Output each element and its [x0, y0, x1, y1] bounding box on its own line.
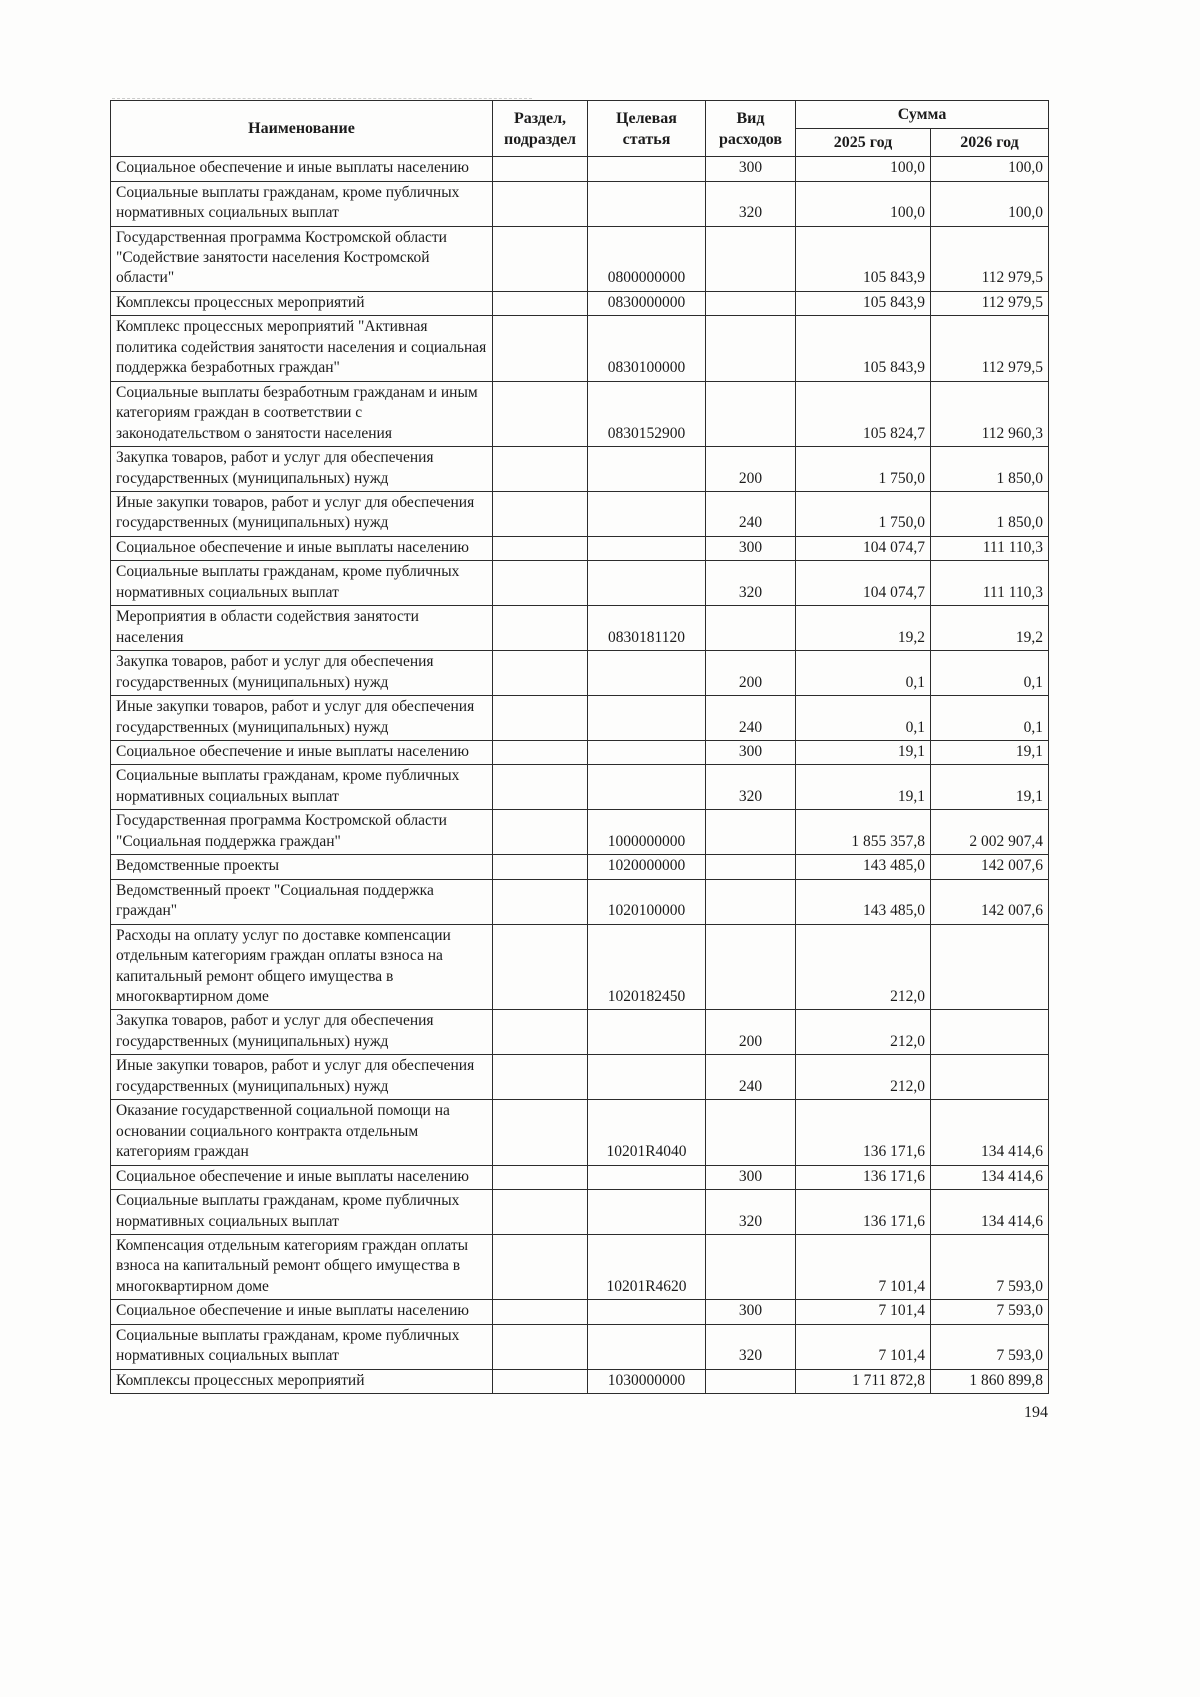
- cell-razdel: [493, 765, 588, 810]
- table-row: [111, 1369, 1049, 1393]
- cell-y2025: 1 750,0: [796, 447, 931, 492]
- cell-name: Иные закупки товаров, работ и услуг для обеспечения государственных (муниципальных) нужд: [111, 492, 493, 537]
- table-row: [111, 181, 1049, 226]
- table-row: [111, 447, 1049, 492]
- cell-razdel: [493, 181, 588, 226]
- table-row: [111, 1100, 1049, 1165]
- cell-razdel: [493, 1010, 588, 1055]
- cell-tselevaya: 0830152900: [588, 381, 706, 446]
- cell-y2026: 134 414,6: [931, 1190, 1049, 1235]
- cell-name: Расходы на оплату услуг по доставке компенсации отдельным категориям граждан оплаты взноса на капитальный ремонт общего имущества в многоквартирном доме: [111, 924, 493, 1010]
- cell-y2025: 7 101,4: [796, 1234, 931, 1299]
- cell-razdel: [493, 316, 588, 381]
- cell-vid: [706, 316, 796, 381]
- header-name: Наименование: [111, 101, 493, 157]
- table-row: [111, 651, 1049, 696]
- cell-y2026: 100,0: [931, 181, 1049, 226]
- cell-y2025: 104 074,7: [796, 536, 931, 560]
- table-row: [111, 855, 1049, 879]
- cell-name: Оказание государственной социальной помощи на основании социального контракта отдельным категориям граждан: [111, 1100, 493, 1165]
- cell-y2026: 0,1: [931, 696, 1049, 741]
- cell-y2025: 212,0: [796, 1055, 931, 1100]
- cell-name: Социальное обеспечение и иные выплаты населению: [111, 1300, 493, 1324]
- cell-name: Социальные выплаты гражданам, кроме публичных нормативных социальных выплат: [111, 561, 493, 606]
- cell-tselevaya: 1030000000: [588, 1369, 706, 1393]
- table-row: [111, 606, 1049, 651]
- cell-razdel: [493, 924, 588, 1010]
- cell-name: Социальные выплаты гражданам, кроме публичных нормативных социальных выплат: [111, 765, 493, 810]
- cell-tselevaya: [588, 492, 706, 537]
- cell-razdel: [493, 651, 588, 696]
- cell-y2025: 19,1: [796, 741, 931, 765]
- table-row: [111, 226, 1049, 291]
- cell-vid: [706, 1100, 796, 1165]
- cell-name: Комплексы процессных мероприятий: [111, 291, 493, 315]
- cell-tselevaya: [588, 447, 706, 492]
- cell-tselevaya: [588, 765, 706, 810]
- cell-name: Закупка товаров, работ и услуг для обеспечения государственных (муниципальных) нужд: [111, 447, 493, 492]
- cell-vid: 320: [706, 181, 796, 226]
- cell-y2025: 212,0: [796, 924, 931, 1010]
- header-tselevaya-statya: Целевая статья: [588, 101, 706, 157]
- cell-name: Комплекс процессных мероприятий "Активная политика содействия занятости населения и социальная поддержка безработных граждан": [111, 316, 493, 381]
- cell-y2026: 7 593,0: [931, 1300, 1049, 1324]
- cell-y2025: 1 750,0: [796, 492, 931, 537]
- cell-y2025: 7 101,4: [796, 1300, 931, 1324]
- cell-y2025: 19,1: [796, 765, 931, 810]
- budget-table-body: [111, 157, 1049, 1394]
- cell-name: Ведомственные проекты: [111, 855, 493, 879]
- table-row: [111, 696, 1049, 741]
- cell-tselevaya: [588, 1190, 706, 1235]
- cell-vid: 320: [706, 1190, 796, 1235]
- table-row: [111, 765, 1049, 810]
- cell-vid: 200: [706, 1010, 796, 1055]
- cell-y2025: 105 843,9: [796, 226, 931, 291]
- cell-tselevaya: [588, 561, 706, 606]
- table-row: [111, 810, 1049, 855]
- cell-vid: 200: [706, 447, 796, 492]
- cell-y2025: 1 711 872,8: [796, 1369, 931, 1393]
- cell-name: Государственная программа Костромской области "Содействие занятости населения Костромской области": [111, 226, 493, 291]
- cell-tselevaya: 10201R4040: [588, 1100, 706, 1165]
- cell-razdel: [493, 1190, 588, 1235]
- cell-y2026: 19,2: [931, 606, 1049, 651]
- cell-y2026: 134 414,6: [931, 1100, 1049, 1165]
- cell-vid: 320: [706, 561, 796, 606]
- cell-vid: 300: [706, 1300, 796, 1324]
- cell-vid: 300: [706, 536, 796, 560]
- cell-tselevaya: [588, 1165, 706, 1189]
- cell-razdel: [493, 855, 588, 879]
- cell-y2026: 1 860 899,8: [931, 1369, 1049, 1393]
- cell-name: Социальное обеспечение и иные выплаты населению: [111, 157, 493, 181]
- cell-y2026: 111 110,3: [931, 561, 1049, 606]
- cell-y2025: 19,2: [796, 606, 931, 651]
- cell-tselevaya: 1000000000: [588, 810, 706, 855]
- table-row: [111, 1010, 1049, 1055]
- table-row: [111, 536, 1049, 560]
- cell-tselevaya: [588, 157, 706, 181]
- header-year-2025: 2025 год: [796, 129, 931, 157]
- cell-name: Компенсация отдельным категориям граждан оплаты взноса на капитальный ремонт общего имущества в многоквартирном доме: [111, 1234, 493, 1299]
- cell-y2025: 212,0: [796, 1010, 931, 1055]
- cell-vid: 300: [706, 741, 796, 765]
- header-vid-raskhodov: Вид расходов: [706, 101, 796, 157]
- table-row: [111, 1234, 1049, 1299]
- cell-y2026: 112 979,5: [931, 316, 1049, 381]
- cell-y2025: 143 485,0: [796, 855, 931, 879]
- cell-y2026: 112 960,3: [931, 381, 1049, 446]
- budget-table: [110, 100, 1049, 1394]
- cell-razdel: [493, 810, 588, 855]
- cell-y2026: 111 110,3: [931, 536, 1049, 560]
- cell-y2025: 105 824,7: [796, 381, 931, 446]
- table-row: [111, 492, 1049, 537]
- cell-name: Социальные выплаты безработным гражданам и иным категориям граждан в соответствии с законодательством о занятости населения: [111, 381, 493, 446]
- cell-razdel: [493, 492, 588, 537]
- scan-artifact-line: [112, 98, 532, 99]
- cell-name: Закупка товаров, работ и услуг для обеспечения государственных (муниципальных) нужд: [111, 1010, 493, 1055]
- cell-vid: [706, 810, 796, 855]
- cell-y2026: [931, 1010, 1049, 1055]
- cell-vid: [706, 924, 796, 1010]
- cell-tselevaya: 1020000000: [588, 855, 706, 879]
- cell-name: Социальное обеспечение и иные выплаты населению: [111, 741, 493, 765]
- budget-table-container: [110, 100, 1048, 1394]
- cell-tselevaya: 0830181120: [588, 606, 706, 651]
- cell-vid: 320: [706, 765, 796, 810]
- table-row: [111, 1324, 1049, 1369]
- cell-name: Социальные выплаты гражданам, кроме публичных нормативных социальных выплат: [111, 1190, 493, 1235]
- cell-tselevaya: [588, 1010, 706, 1055]
- cell-razdel: [493, 696, 588, 741]
- table-row: [111, 1055, 1049, 1100]
- cell-vid: [706, 226, 796, 291]
- cell-y2025: 143 485,0: [796, 879, 931, 924]
- cell-name: Закупка товаров, работ и услуг для обеспечения государственных (муниципальных) нужд: [111, 651, 493, 696]
- cell-y2026: 7 593,0: [931, 1234, 1049, 1299]
- cell-razdel: [493, 741, 588, 765]
- cell-tselevaya: 0800000000: [588, 226, 706, 291]
- cell-tselevaya: [588, 696, 706, 741]
- cell-razdel: [493, 1055, 588, 1100]
- cell-vid: 240: [706, 1055, 796, 1100]
- header-row-1: [111, 101, 1049, 129]
- cell-y2026: 2 002 907,4: [931, 810, 1049, 855]
- table-row: [111, 879, 1049, 924]
- table-row: [111, 157, 1049, 181]
- cell-tselevaya: 10201R4620: [588, 1234, 706, 1299]
- cell-razdel: [493, 1324, 588, 1369]
- cell-y2026: 142 007,6: [931, 855, 1049, 879]
- cell-razdel: [493, 1300, 588, 1324]
- cell-vid: [706, 1234, 796, 1299]
- table-row: [111, 741, 1049, 765]
- cell-tselevaya: [588, 741, 706, 765]
- cell-y2026: 142 007,6: [931, 879, 1049, 924]
- cell-y2026: 0,1: [931, 651, 1049, 696]
- cell-tselevaya: [588, 1324, 706, 1369]
- cell-vid: [706, 855, 796, 879]
- cell-tselevaya: [588, 1055, 706, 1100]
- cell-razdel: [493, 561, 588, 606]
- cell-y2025: 136 171,6: [796, 1165, 931, 1189]
- cell-razdel: [493, 1234, 588, 1299]
- cell-name: Мероприятия в области содействия занятости населения: [111, 606, 493, 651]
- cell-tselevaya: 1020100000: [588, 879, 706, 924]
- cell-name: Ведомственный проект "Социальная поддержка граждан": [111, 879, 493, 924]
- cell-tselevaya: 0830000000: [588, 291, 706, 315]
- cell-vid: 240: [706, 696, 796, 741]
- cell-vid: [706, 606, 796, 651]
- cell-razdel: [493, 879, 588, 924]
- cell-razdel: [493, 157, 588, 181]
- cell-vid: [706, 1369, 796, 1393]
- cell-tselevaya: 0830100000: [588, 316, 706, 381]
- cell-y2025: 100,0: [796, 157, 931, 181]
- cell-y2026: [931, 924, 1049, 1010]
- cell-y2026: 100,0: [931, 157, 1049, 181]
- header-year-2026: 2026 год: [931, 129, 1049, 157]
- cell-vid: [706, 879, 796, 924]
- cell-name: Социальное обеспечение и иные выплаты населению: [111, 536, 493, 560]
- cell-y2026: 134 414,6: [931, 1165, 1049, 1189]
- cell-name: Социальные выплаты гражданам, кроме публичных нормативных социальных выплат: [111, 1324, 493, 1369]
- cell-tselevaya: [588, 536, 706, 560]
- header-summa: Сумма: [796, 101, 1049, 129]
- cell-vid: 200: [706, 651, 796, 696]
- cell-vid: 300: [706, 1165, 796, 1189]
- cell-y2026: 112 979,5: [931, 226, 1049, 291]
- cell-name: Иные закупки товаров, работ и услуг для обеспечения государственных (муниципальных) нужд: [111, 696, 493, 741]
- cell-vid: [706, 381, 796, 446]
- table-row: [111, 1190, 1049, 1235]
- cell-y2025: 136 171,6: [796, 1190, 931, 1235]
- cell-vid: 240: [706, 492, 796, 537]
- cell-vid: 300: [706, 157, 796, 181]
- cell-y2025: 0,1: [796, 696, 931, 741]
- table-row: [111, 316, 1049, 381]
- cell-razdel: [493, 1100, 588, 1165]
- cell-tselevaya: [588, 181, 706, 226]
- cell-tselevaya: [588, 1300, 706, 1324]
- table-row: [111, 561, 1049, 606]
- cell-y2026: 7 593,0: [931, 1324, 1049, 1369]
- cell-y2025: 1 855 357,8: [796, 810, 931, 855]
- cell-y2026: 19,1: [931, 741, 1049, 765]
- cell-razdel: [493, 291, 588, 315]
- cell-name: Государственная программа Костромской области "Социальная поддержка граждан": [111, 810, 493, 855]
- cell-razdel: [493, 447, 588, 492]
- cell-vid: [706, 291, 796, 315]
- page-number: 194: [1024, 1404, 1048, 1421]
- cell-y2025: 136 171,6: [796, 1100, 931, 1165]
- table-row: [111, 381, 1049, 446]
- table-header: [111, 101, 1049, 157]
- cell-y2026: 1 850,0: [931, 447, 1049, 492]
- cell-y2025: 105 843,9: [796, 316, 931, 381]
- cell-y2026: 19,1: [931, 765, 1049, 810]
- cell-y2026: 112 979,5: [931, 291, 1049, 315]
- header-razdel-podrazdel: Раздел, подраздел: [493, 101, 588, 157]
- cell-name: Социальное обеспечение и иные выплаты населению: [111, 1165, 493, 1189]
- table-row: [111, 924, 1049, 1010]
- cell-razdel: [493, 606, 588, 651]
- cell-y2025: 100,0: [796, 181, 931, 226]
- cell-tselevaya: [588, 651, 706, 696]
- table-row: [111, 1165, 1049, 1189]
- cell-y2026: [931, 1055, 1049, 1100]
- cell-y2025: 104 074,7: [796, 561, 931, 606]
- cell-name: Социальные выплаты гражданам, кроме публичных нормативных социальных выплат: [111, 181, 493, 226]
- cell-razdel: [493, 1369, 588, 1393]
- cell-y2026: 1 850,0: [931, 492, 1049, 537]
- cell-razdel: [493, 381, 588, 446]
- cell-razdel: [493, 1165, 588, 1189]
- cell-tselevaya: 1020182450: [588, 924, 706, 1010]
- cell-name: Иные закупки товаров, работ и услуг для обеспечения государственных (муниципальных) нужд: [111, 1055, 493, 1100]
- cell-razdel: [493, 536, 588, 560]
- cell-y2025: 0,1: [796, 651, 931, 696]
- cell-y2025: 7 101,4: [796, 1324, 931, 1369]
- cell-y2025: 105 843,9: [796, 291, 931, 315]
- cell-razdel: [493, 226, 588, 291]
- cell-name: Комплексы процессных мероприятий: [111, 1369, 493, 1393]
- table-row: [111, 291, 1049, 315]
- cell-vid: 320: [706, 1324, 796, 1369]
- table-row: [111, 1300, 1049, 1324]
